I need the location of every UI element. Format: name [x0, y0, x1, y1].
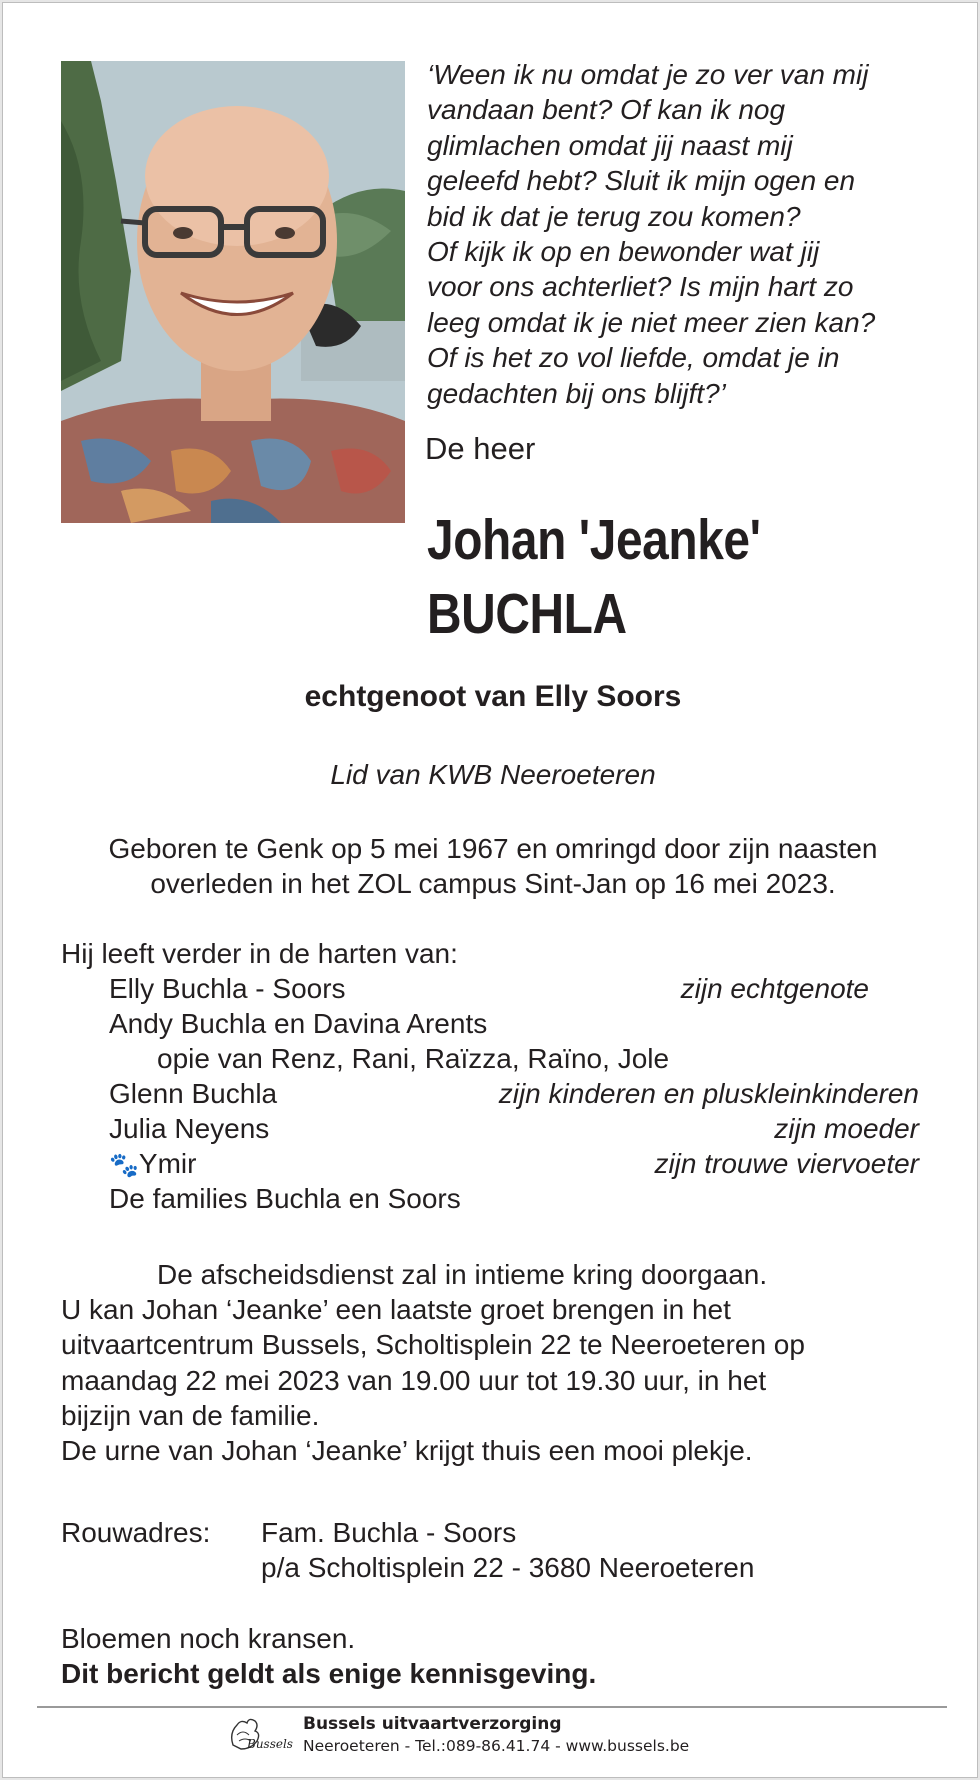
quote-line: ‘Ween ik nu omdat je zo ver van mij	[427, 59, 869, 90]
honorific: De heer	[425, 431, 536, 466]
birth-line: Geboren te Genk op 5 mei 1967 en omringd door zijn naasten	[108, 833, 878, 864]
membership-line: Lid van KWB Neeroeteren	[330, 759, 656, 790]
memorial-quote	[427, 57, 947, 411]
deceased-name	[427, 503, 761, 651]
portrait-illustration	[61, 61, 405, 523]
obituary-page	[2, 2, 978, 1778]
survivor-row	[61, 1181, 919, 1216]
survivor-name: opie van Renz, Rani, Raïzza, Raïno, Jole	[157, 1043, 670, 1074]
survivor-role: zijn moeder	[774, 1113, 919, 1144]
service-text	[61, 1257, 805, 1468]
portrait-photo	[61, 61, 405, 523]
paw-icon: 🐾	[109, 1152, 139, 1179]
quote-line: Of is het zo vol liefde, omdat je in	[427, 342, 840, 374]
flowers-note: Bloemen noch kransen.	[61, 1623, 356, 1654]
survivor-name: Elly Buchla - Soors	[109, 973, 346, 1004]
death-line: overleden in het ZOL campus Sint-Jan op 16 mei 2023.	[150, 868, 836, 899]
address-line1: Fam. Buchla - Soors	[261, 1517, 517, 1548]
bussels-logo	[225, 1715, 293, 1755]
survivors-intro: Hij leeft verder in de harten van:	[61, 938, 458, 969]
survivor-name: Andy Buchla en Davina Arents	[109, 1008, 488, 1039]
quote-line: leeg omdat ik je niet meer zien kan?	[427, 306, 876, 338]
quote-line: vandaan bent? Of kan ik nog	[427, 94, 786, 126]
service-line: bijzijn van de familie.	[61, 1399, 320, 1431]
service-line: maandag 22 mei 2023 van 19.00 uur tot 19.30 uur, in het	[61, 1364, 767, 1396]
address-label: Rouwadres:	[61, 1517, 211, 1548]
survivor-name: Ymir	[138, 1148, 197, 1179]
quote-line: geleefd hebt? Sluit ik mijn ogen en	[427, 165, 856, 197]
survivor-name: Glenn Buchla	[109, 1078, 278, 1109]
quote-line: Of kijk ik op en bewonder wat jij	[427, 236, 820, 268]
address-line2: p/a Scholtisplein 22 - 3680 Neeroeteren	[261, 1552, 755, 1583]
service-line: De urne van Johan ‘Jeanke’ krijgt thuis een mooi plekje.	[61, 1435, 753, 1467]
notice-statement: Dit bericht geldt als enige kennisgeving.	[61, 1658, 597, 1689]
funeral-company-name: Bussels uitvaartverzorging	[303, 1714, 562, 1734]
survivor-row	[61, 1111, 919, 1146]
service-line: U kan Johan ‘Jeanke’ een laatste groet brengen in het	[61, 1294, 731, 1326]
survivor-row	[61, 971, 919, 1006]
footer-divider	[37, 1706, 947, 1708]
service-line: uitvaartcentrum Bussels, Scholtisplein 22 te Neeroeteren op	[61, 1329, 805, 1361]
birth-death-text	[3, 831, 978, 901]
spouse-line: echtgenoot van Elly Soors	[304, 680, 682, 713]
survivor-row	[61, 1146, 919, 1181]
deceased-surname: BUCHLA	[427, 582, 627, 646]
survivor-name: Julia Neyens	[109, 1113, 270, 1144]
survivor-row	[61, 1076, 919, 1111]
survivor-role: zijn kinderen en pluskleinkinderen	[498, 1078, 919, 1109]
quote-line: voor ons achterliet? Is mijn hart zo	[427, 271, 854, 303]
survivor-role: zijn trouwe viervoeter	[654, 1148, 919, 1179]
deceased-name-line1: Johan 'Jeanke'	[427, 508, 761, 572]
quote-line: glimlachen omdat jij naast mij	[427, 129, 793, 161]
service-line: De afscheidsdienst zal in intieme kring doorgaan.	[157, 1259, 768, 1290]
survivor-name: De families Buchla en Soors	[109, 1183, 461, 1214]
quote-line: gedachten bij ons blijft?’	[427, 377, 726, 409]
quote-line: bid ik dat je terug zou komen?	[427, 200, 801, 232]
funeral-company-contact: Neeroeteren - Tel.:089-86.41.74 - www.bussels.be	[303, 1737, 690, 1755]
logo-text: Bussels	[247, 1737, 293, 1751]
survivor-role: zijn echtgenote	[680, 973, 869, 1004]
survivor-row	[61, 1041, 919, 1076]
survivor-row	[61, 1006, 919, 1041]
